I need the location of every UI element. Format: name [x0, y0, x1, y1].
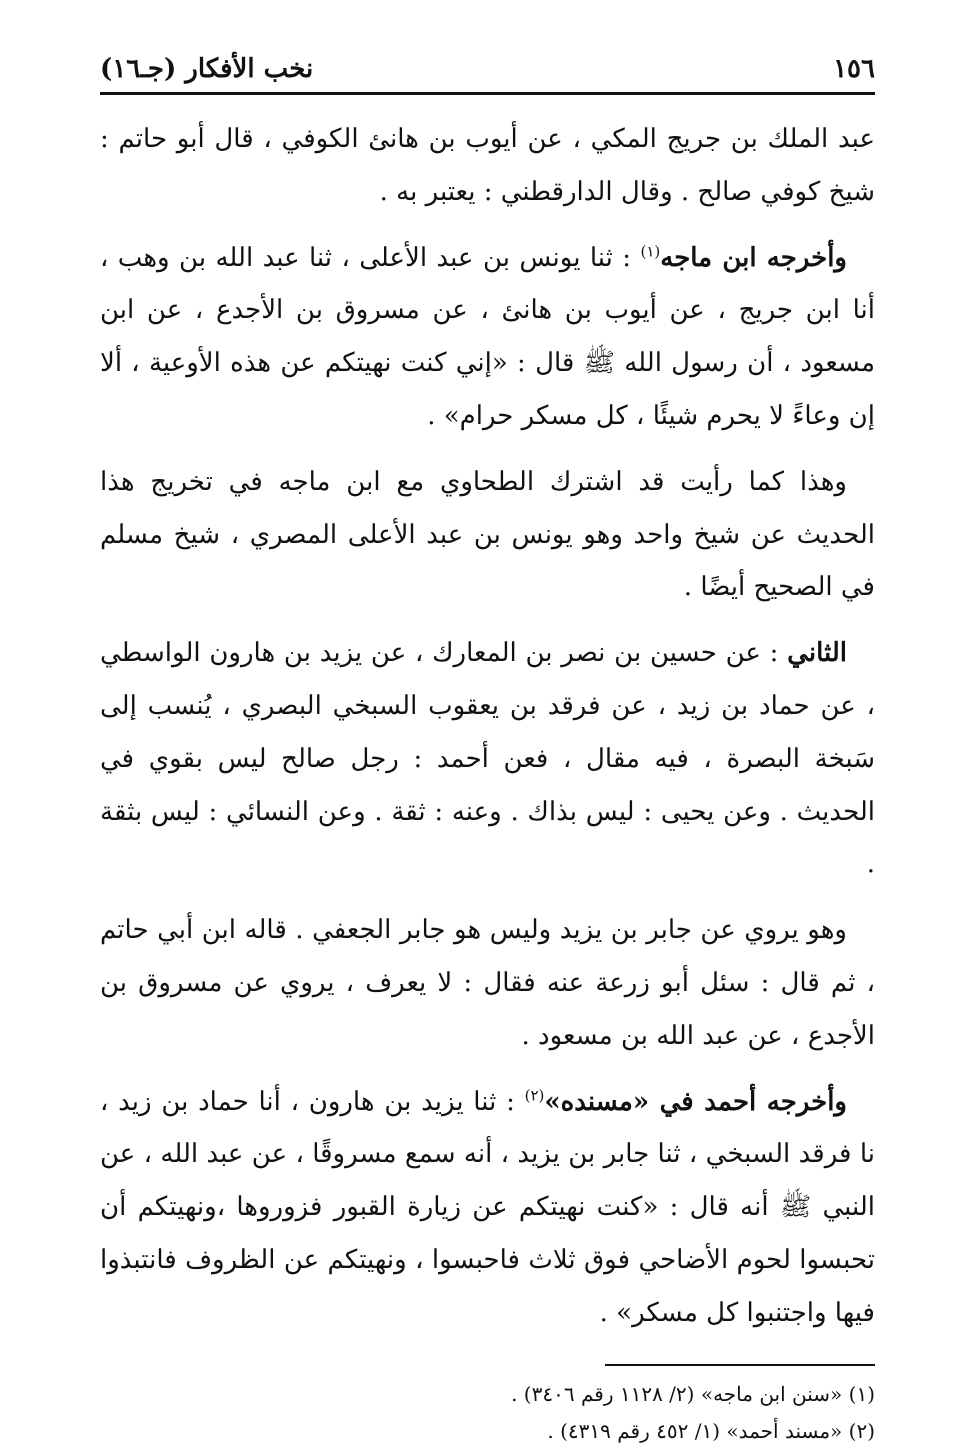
paragraph-text: : ثنا يزيد بن هارون ، أنا حماد بن زيد ، نا فرقد السبخي ، ثنا جابر بن يزيد ، أنه سمع مسروقًا ، عن عبد الله ، عن النبي ﷺ أنه قال : «كنت نهيتكم عن زيارة القبور فزوروها ،ونهيتكم أن تحبسوا لحوم الأضاحي فوق ثلاث فاحبسوا ، ونهيتكم عن الظروف فانتبذوا فيها واجتنبوا كل مسكر» .	[100, 1086, 875, 1328]
paragraph-text: عبد الملك بن جريج المكي ، عن أيوب بن هانئ الكوفي ، قال أبو حاتم : شيخ كوفي صالح . وقال الدارقطني : يعتبر به .	[100, 124, 875, 207]
paragraph-lead: الثاني	[787, 638, 847, 669]
paragraph-6	[100, 1076, 875, 1340]
page-header	[100, 48, 875, 90]
main-text	[100, 113, 875, 1340]
paragraph-text: وهو يروي عن جابر بن يزيد وليس هو جابر الجعفي . قاله ابن أبي حاتم ، ثم قال : سئل أبو زرعة عنه فقال : لا يعرف ، يروي عن مسروق بن الأجدع ، عن عبد الله بن مسعود .	[100, 915, 875, 1051]
footnote-rule	[605, 1364, 875, 1366]
paragraph-text: : ثنا يونس بن عبد الأعلى ، ثنا عبد الله بن وهب ، أنا ابن جريج ، عن أيوب بن هانئ ، عن مسروق بن الأجدع ، عن ابن مسعود ، أن رسول الله ﷺ قال : «إني كنت نهيتكم عن هذه الأوعية ، ألا إن وعاءً لا يحرم شيئًا ، كل مسكر حرام» .	[100, 242, 875, 431]
paragraph-5	[100, 904, 875, 1062]
paragraph-lead: وأخرجه ابن ماجه	[660, 242, 847, 273]
book-page	[100, 48, 875, 1450]
paragraph-3	[100, 456, 875, 614]
footnote-1: (١) «سنن ابن ماجه» (٢/ ١١٢٨ رقم ٣٤٠٦) .	[511, 1381, 875, 1406]
paragraph-4	[100, 627, 875, 891]
paragraph-text: : عن حسين بن نصر بن المعارك ، عن يزيد بن هارون الواسطي ، عن حماد بن زيد ، عن فرقد بن يعقوب السبخي البصري ، يُنسب إلى سَبخة البصرة ، فيه مقال ، فعن أحمد : رجل صالح ليس بقوي في الحديث . وعن يحيى : ليس بذاك . وعنه : ثقة . وعن النسائي : ليس بثقة .	[100, 638, 875, 880]
paragraph-1	[100, 113, 875, 219]
page-number: ١٥٦	[833, 54, 875, 84]
footnote-ref: (١)	[640, 241, 661, 260]
paragraph-lead: وأخرجه أحمد في «مسنده»	[544, 1086, 847, 1117]
footnote-2: (٢) «مسند أحمد» (١/ ٤٥٢ رقم ٤٣١٩) .	[547, 1418, 875, 1443]
paragraph-2	[100, 232, 875, 443]
footnote-ref: (٢)	[524, 1085, 545, 1104]
header-rule	[100, 92, 875, 95]
running-title: نخب الأفكار (جـ١٦)	[100, 54, 314, 84]
paragraph-text: وهذا كما رأيت قد اشترك الطحاوي مع ابن ماجه في تخريج هذا الحديث عن شيخ واحد وهو يونس بن عبد الأعلى المصري ، شيخ مسلم في الصحيح أيضًا .	[100, 466, 875, 603]
